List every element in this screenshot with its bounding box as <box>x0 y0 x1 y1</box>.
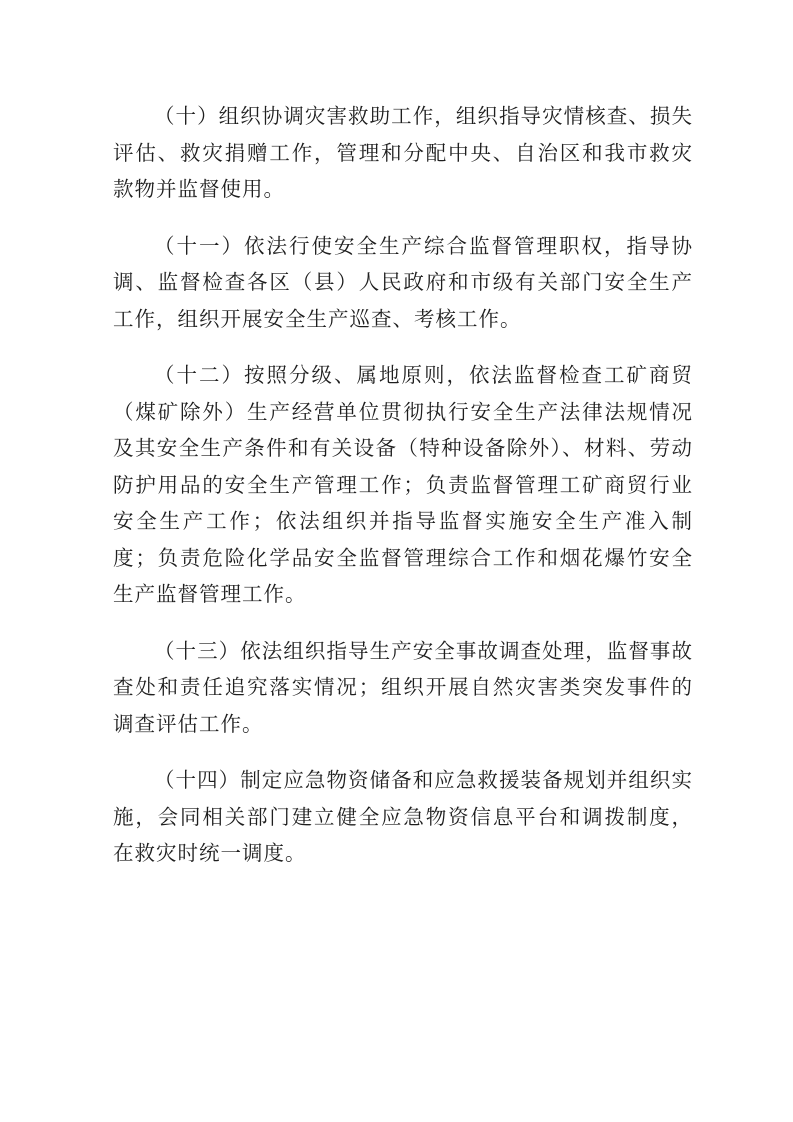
document-body <box>113 98 693 892</box>
paragraph-item-12: （十二）按照分级、属地原则，依法监督检查工矿商贸（煤矿除外）生产经营单位贯彻执行安全生产法律法规情况及其安全生产条件和有关设备（特种设备除外）、材料、劳动防护用品的安全生产管理工作；负责监督管理工矿商贸行业安全生产工作；依法组织并指导监督实施安全生产准入制度；负责危险化学品安全监督管理综合工作和烟花爆竹安全生产监督管理工作。 <box>113 363 693 606</box>
paragraph-item-13: （十三）依法组织指导生产安全事故调查处理，监督事故查处和责任追究落实情况；组织开展自然灾害类突发事件的调查评估工作。 <box>113 638 693 736</box>
paragraph-item-11: （十一）依法行使安全生产综合监督管理职权，指导协调、监督检查各区（县）人民政府和市级有关部门安全生产工作，组织开展安全生产巡查、考核工作。 <box>113 233 693 331</box>
paragraph-item-10: （十）组织协调灾害救助工作，组织指导灾情核查、损失评估、救灾捐赠工作，管理和分配中央、自治区和我市救灾款物并监督使用。 <box>113 104 693 201</box>
paragraph-item-14: （十四）制定应急物资储备和应急救援装备规划并组织实施，会同相关部门建立健全应急物资信息平台和调拨制度，在救灾时统一调度。 <box>113 768 693 865</box>
